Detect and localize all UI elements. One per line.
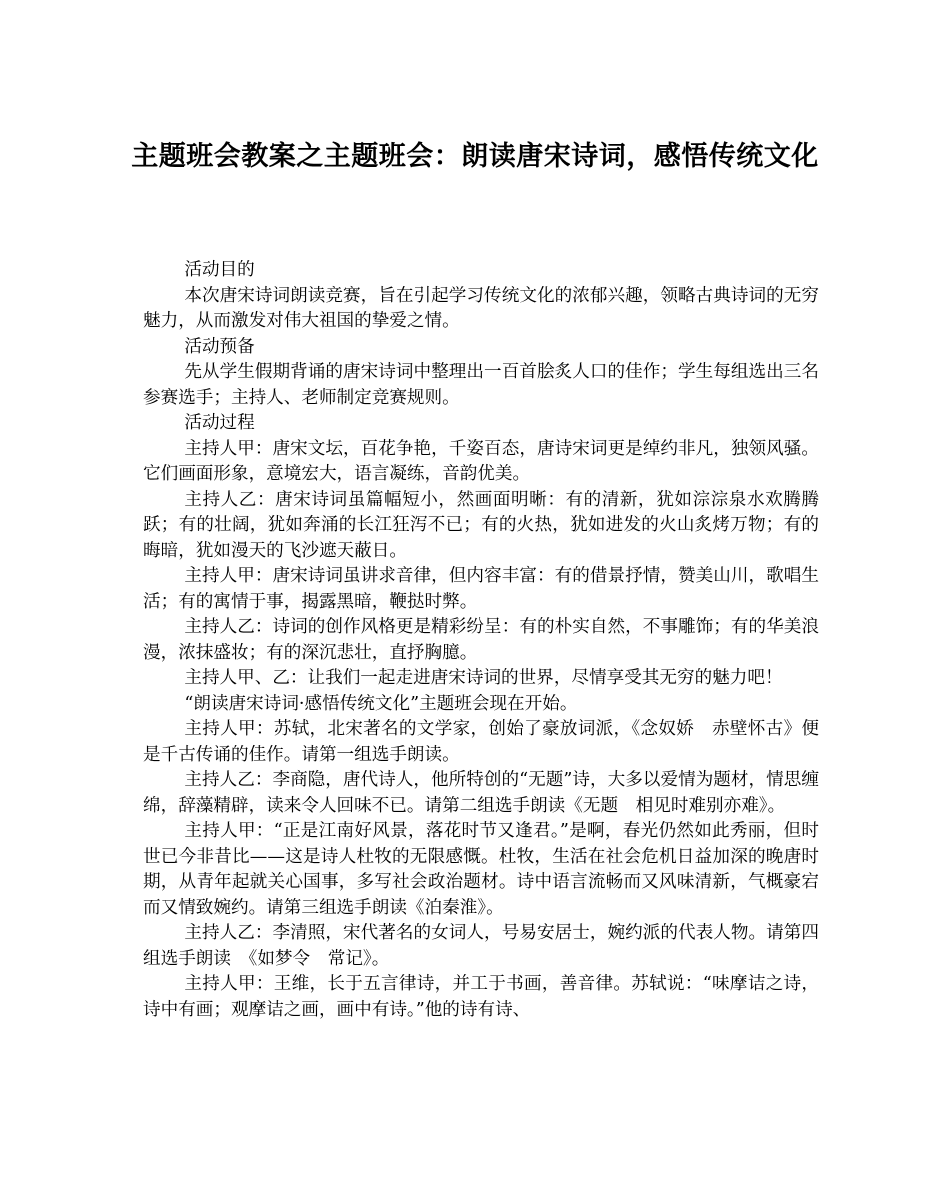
document-title: 主题班会教案之主题班会：朗读唐宋诗词，感悟传统文化 [131,141,819,172]
paragraph: 主持人甲：“正是江南好风景，落花时节又逢君。”是啊，春光仍然如此秀丽，但时世已今非昔比——这是诗人杜牧的无限感慨。杜牧，生活在社会危机日益加深的晚唐时期，从青年起就关心国事，多写社会政治题材。诗中语言流畅而又风味清新，气概豪宕而又情致婉约。请第三组选手朗读《泊秦淮》。 [143,821,819,918]
paragraph: 主持人乙：诗词的创作风格更是精彩纷呈：有的朴实自然，不事雕饰；有的华美浪漫，浓抹盛妆；有的深沉悲壮，直抒胸臆。 [143,617,819,663]
paragraph: 主持人甲：王维，长于五言律诗，并工于书画，善音律。苏轼说：“味摩诘之诗，诗中有画；观摩诘之画，画中有诗。”他的诗有诗、 [143,974,819,1020]
paragraph: 主持人乙：李商隐，唐代诗人，他所特创的“无题”诗，大多以爱情为题材，情思缠绵，辞藻精辟，读来令人回味不已。请第二组选手朗读《无题 相见时难别亦难》。 [143,770,819,816]
paragraph: 主持人甲：唐宋诗词虽讲求音律，但内容丰富：有的借景抒情，赞美山川，歌唱生活；有的寓情于事，揭露黑暗，鞭挞时弊。 [143,566,819,612]
section-heading-purpose: 活动目的 [184,260,255,280]
paragraph: 主持人甲、乙：让我们一起走进唐宋诗词的世界，尽情享受其无穷的魅力吧！ [184,668,783,688]
paragraph: 主持人甲：苏轼，北宋著名的文学家，创始了豪放词派，《念奴娇 赤壁怀古》便是千古传诵的佳作。请第一组选手朗读。 [143,719,819,765]
paragraph: 主持人甲：唐宋文坛，百花争艳，千姿百态，唐诗宋词更是绰约非凡，独领风骚。它们画面形象，意境宏大，语言凝练，音韵优美。 [143,438,819,484]
paragraph: 主持人乙：唐宋诗词虽篇幅短小，然画面明晰：有的清新，犹如淙淙泉水欢腾腾跃；有的壮阔，犹如奔涌的长江狂泻不已；有的火热，犹如进发的火山炙烤万物；有的晦暗，犹如漫天的飞沙遮天蔽日。 [143,489,819,561]
section-heading-process: 活动过程 [184,413,255,433]
section-heading-preparation: 活动预备 [184,336,255,357]
paragraph: “朗读唐宋诗词·感悟传统文化”主题班会现在开始。 [184,693,578,714]
paragraph: 先从学生假期背诵的唐宋诗词中整理出一百首脍炙人口的佳作；学生每组选出三名参赛选手；主持人、老师制定竞赛规则。 [143,362,819,408]
paragraph: 本次唐宋诗词朗读竞赛，旨在引起学习传统文化的浓郁兴趣，领略古典诗词的无穷魅力，从而激发对伟大祖国的挚爱之情。 [143,285,819,331]
document-body [143,258,819,1023]
paragraph: 主持人乙：李清照，宋代著名的女词人，号易安居士，婉约派的代表人物。请第四组选手朗读 《如梦令 常记》。 [143,923,819,969]
